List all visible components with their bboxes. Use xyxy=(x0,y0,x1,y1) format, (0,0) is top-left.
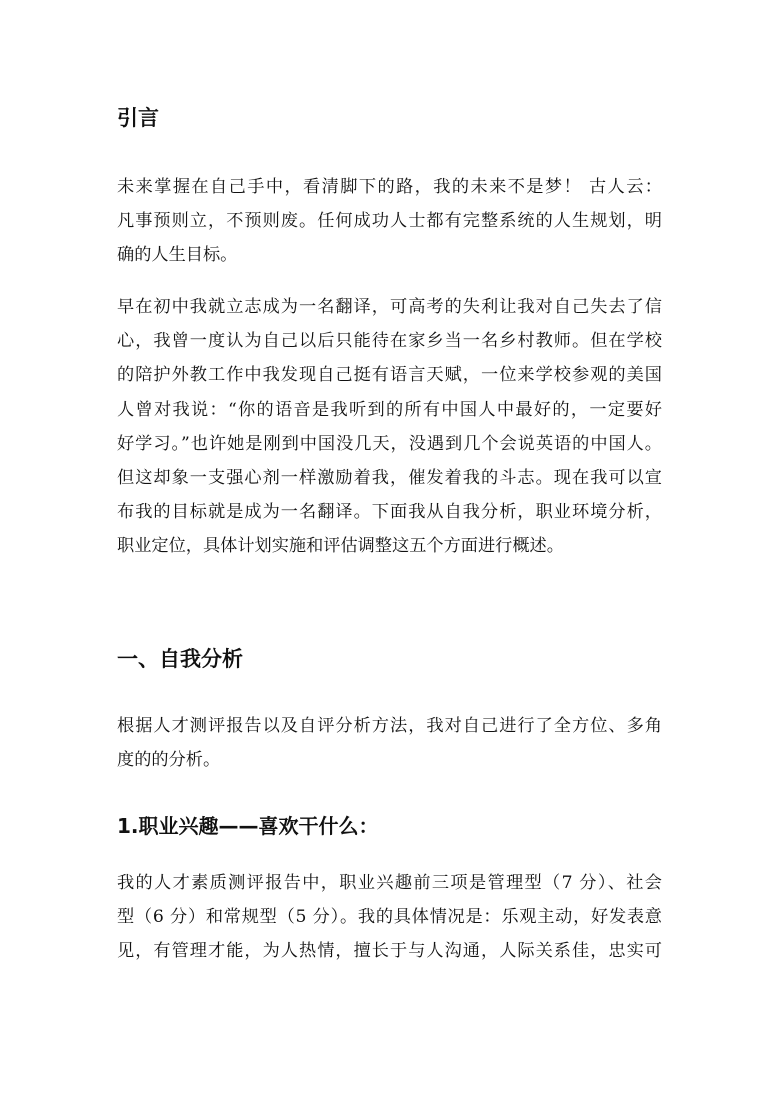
text-line: 确的人生目标。 xyxy=(117,245,238,266)
text-line: 根据人才测评报告以及自评分析方法，我对自己进行了全方位、多角 xyxy=(117,716,662,736)
text-line: 的陪护外教工作中我发现自己挺有语言天赋，一位来学校参观的美国 xyxy=(117,365,662,386)
intro-paragraph-2 xyxy=(117,290,662,564)
intro-heading: 引言 xyxy=(117,106,159,130)
text-line: 型（6 分）和常规型（5 分）。我的具体情况是：乐观主动，好发表意 xyxy=(117,907,662,928)
text-line: 见，有管理才能，为人热情，擅长于与人沟通，人际关系佳，忠实可 xyxy=(117,941,662,962)
text-line: 我的人才素质测评报告中，职业兴趣前三项是管理型（7 分）、社会 xyxy=(117,873,662,893)
text-line: 凡事预则立，不预则废。任何成功人士都有完整系统的人生规划，明 xyxy=(117,211,662,232)
subsection-heading-career-interest: 1.职业兴趣——喜欢干什么： xyxy=(117,814,379,838)
text-line: 职业定位，具体计划实施和评估调整这五个方面进行概述。 xyxy=(117,536,564,557)
self-analysis-paragraph xyxy=(117,709,662,777)
text-line: 人曾对我说：“你的语音是我听到的所有中国人中最好的，一定要好 xyxy=(117,399,662,420)
intro-paragraph-1 xyxy=(117,170,662,273)
text-line: 布我的目标就是成为一名翻译。下面我从自我分析，职业环境分析， xyxy=(117,502,662,523)
text-line: 好学习。”也许她是刚到中国没几天，没遇到几个会说英语的中国人。 xyxy=(117,433,662,454)
text-line: 心，我曾一度认为自己以后只能待在家乡当一名乡村教师。但在学校 xyxy=(117,331,662,352)
text-line: 早在初中我就立志成为一名翻译，可高考的失利让我对自己失去了信 xyxy=(117,297,662,317)
text-line: 但这却象一支强心剂一样激励着我，催发着我的斗志。现在我可以宣 xyxy=(117,467,662,488)
section-heading-self-analysis: 一、自我分析 xyxy=(117,647,243,671)
career-interest-paragraph xyxy=(117,866,662,969)
text-line: 未来掌握在自己手中，看清脚下的路，我的未来不是梦！ 古人云： xyxy=(117,177,662,197)
text-line: 度的的分析。 xyxy=(117,750,221,771)
